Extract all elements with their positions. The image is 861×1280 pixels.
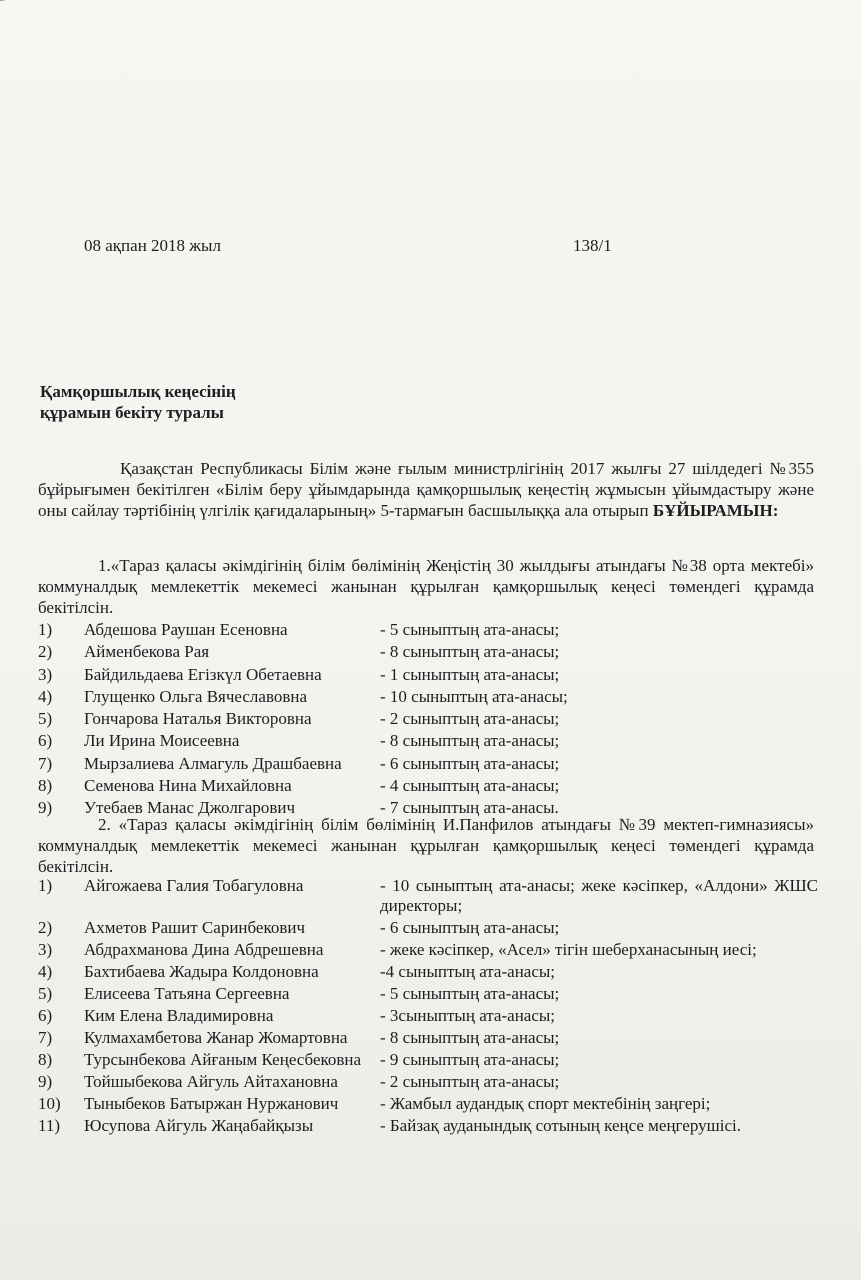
member-name: Юсупова Айгуль Жаңабайқызы bbox=[84, 1116, 314, 1135]
member-name: Тойшыбекова Айгуль Айтахановна bbox=[84, 1072, 338, 1091]
member-role: - Байзақ ауданындық сотының кеңсе меңгерушісі. bbox=[380, 1116, 741, 1135]
list-item bbox=[38, 1116, 818, 1136]
item-number: 9) bbox=[38, 798, 53, 818]
member-role: - 8 сыныптың ата-анасы; bbox=[380, 731, 560, 751]
item-number: 2) bbox=[38, 642, 53, 662]
member-role: - 1 сыныптың ата-анасы; bbox=[380, 664, 560, 684]
list-item bbox=[38, 620, 818, 642]
intro-text: Қазақстан Республикасы Білім және ғылым министрлігінің 2017 жылғы 27 шілдедегі №355 бұйрығымен бекітілген «Білім беру ұйымдарында қамқоршылық кеңестің жұмысын ұйымдастыру және оны сайлау тәртібінің үлгілік қағидаларының» 5-тармағын басшылыққа ала отырып bbox=[38, 459, 814, 520]
item-number: 5) bbox=[38, 984, 53, 1003]
list-item bbox=[38, 709, 818, 731]
member-name: Ли Ирина Моисеевна bbox=[84, 731, 240, 751]
item-number: 7) bbox=[38, 753, 53, 773]
member-name: Кулмахамбетова Жанар Жомартовна bbox=[84, 1028, 348, 1047]
section-2-text: 2. «Тараз қаласы әкімдігінің білім бөлімінің И.Панфилов атындағы №39 мектеп-гимназиясы» коммуналдық мемлекеттік мекемесі жанынан құрылған қамқоршылық кеңесі төмендегі құрамда бекітілсін. bbox=[38, 815, 814, 876]
member-role: - 5 сыныптың ата-анасы; bbox=[380, 984, 560, 1003]
member-role: - Жамбыл аудандық спорт мектебінің заңгері; bbox=[380, 1094, 711, 1113]
member-name: Айменбекова Рая bbox=[84, 642, 210, 662]
list-item bbox=[38, 962, 818, 982]
order-date: 08 ақпан 2018 жыл bbox=[84, 236, 221, 255]
list-item bbox=[38, 1094, 818, 1114]
list-item bbox=[38, 754, 818, 776]
member-role: - 10 сыныптың ата-анасы; bbox=[380, 686, 568, 706]
member-name: Абдрахманова Дина Абдрешевна bbox=[84, 940, 324, 959]
member-role: - 2 сыныптың ата-анасы; bbox=[380, 709, 560, 729]
item-number: 1) bbox=[38, 876, 53, 895]
member-name: Айгожаева Галия Тобагуловна bbox=[84, 876, 304, 895]
item-number: 10) bbox=[38, 1094, 61, 1113]
section-2-member-list bbox=[38, 876, 818, 1138]
member-name: Ким Елена Владимировна bbox=[84, 1006, 274, 1025]
item-number: 4) bbox=[38, 686, 53, 706]
item-number: 7) bbox=[38, 1028, 53, 1047]
member-role: - 8 сыныптың ата-анасы; bbox=[380, 1028, 560, 1047]
list-item bbox=[38, 687, 818, 709]
list-item bbox=[38, 731, 818, 753]
item-number: 11) bbox=[38, 1116, 61, 1135]
section-1-member-list bbox=[38, 620, 818, 821]
member-role: -4 сыныптың ата-анасы; bbox=[380, 962, 556, 981]
list-item bbox=[38, 876, 818, 916]
list-item bbox=[38, 1006, 818, 1026]
member-role: - 8 сыныптың ата-анасы; bbox=[380, 642, 560, 662]
member-name: Турсынбекова Айғаным Кеңесбековна bbox=[84, 1050, 362, 1069]
member-role: - 5 сыныптың ата-анасы; bbox=[380, 620, 560, 639]
member-role: - 9 сыныптың ата-анасы; bbox=[380, 1050, 560, 1069]
member-role: - 7 сыныптың ата-анасы. bbox=[380, 798, 559, 818]
member-name: Утебаев Манас Джолгарович bbox=[84, 798, 295, 818]
item-number: 3) bbox=[38, 664, 53, 684]
section-1-text: 1.«Тараз қаласы әкімдігінің білім бөлімінің Жеңістің 30 жылдығы атындағы №38 орта мектебі» коммуналдық мемлекеттік мекемесі жанынан құрылған қамқоршылық кеңесі төмендегі құрамда бекітілсін. bbox=[38, 556, 814, 617]
member-name: Ахметов Рашит Саринбекович bbox=[84, 918, 306, 937]
member-role: - 6 сыныптың ата-анасы; bbox=[380, 918, 560, 937]
list-item bbox=[38, 984, 818, 1004]
list-item bbox=[38, 665, 818, 687]
list-item bbox=[38, 1028, 818, 1048]
member-name: Елисеева Татьяна Сергеевна bbox=[84, 984, 290, 1003]
member-role: - жеке кәсіпкер, «Асел» тігін шеберханасының иесі; bbox=[380, 940, 757, 959]
order-word: БҰЙЫРАМЫН: bbox=[652, 501, 779, 520]
member-name: Мырзалиева Алмагуль Драшбаевна bbox=[84, 753, 342, 773]
document-title bbox=[40, 381, 236, 423]
list-item bbox=[38, 1050, 818, 1070]
member-name: Тыныбеков Батыржан Нуржанович bbox=[84, 1094, 339, 1113]
member-role: - 3сыныптың ата-анасы; bbox=[380, 1006, 556, 1025]
list-item bbox=[38, 1072, 818, 1092]
item-number: 6) bbox=[38, 731, 53, 751]
item-number: 8) bbox=[38, 776, 53, 796]
member-name: Байдильдаева Егізкүл Обетаевна bbox=[84, 664, 322, 684]
member-role: - 2 сыныптың ата-анасы; bbox=[380, 1072, 560, 1091]
member-name: Семенова Нина Михайловна bbox=[84, 776, 292, 796]
pen-mark bbox=[0, 0, 122, 21]
item-number: 8) bbox=[38, 1050, 53, 1069]
title-line-2: құрамын бекіту туралы bbox=[40, 403, 224, 422]
member-name: Бахтибаева Жадыра Колдоновна bbox=[84, 962, 319, 981]
title-line-1: Қамқоршылық кеңесінің bbox=[40, 382, 236, 401]
member-role: - 4 сыныптың ата-анасы; bbox=[380, 776, 560, 796]
member-name: Гончарова Наталья Викторовна bbox=[84, 709, 312, 729]
member-name: Абдешова Раушан Есеновна bbox=[84, 620, 288, 639]
order-number: 138/1 bbox=[573, 236, 612, 255]
list-item bbox=[38, 642, 818, 664]
list-item bbox=[38, 940, 818, 960]
item-number: 9) bbox=[38, 1072, 53, 1091]
item-number: 3) bbox=[38, 940, 53, 959]
item-number: 5) bbox=[38, 709, 53, 729]
item-number: 4) bbox=[38, 962, 53, 981]
item-number: 1) bbox=[38, 620, 53, 639]
item-number: 6) bbox=[38, 1006, 53, 1025]
member-role: - 10 сыныптың ата-анасы; жеке кәсіпкер, «Алдони» ЖШС директоры; bbox=[380, 876, 818, 915]
item-number: 2) bbox=[38, 918, 53, 937]
list-item bbox=[38, 918, 818, 938]
list-item bbox=[38, 776, 818, 798]
intro-paragraph bbox=[38, 458, 814, 521]
member-role: - 6 сыныптың ата-анасы; bbox=[380, 753, 560, 773]
member-name: Глущенко Ольга Вячеславовна bbox=[84, 686, 308, 706]
